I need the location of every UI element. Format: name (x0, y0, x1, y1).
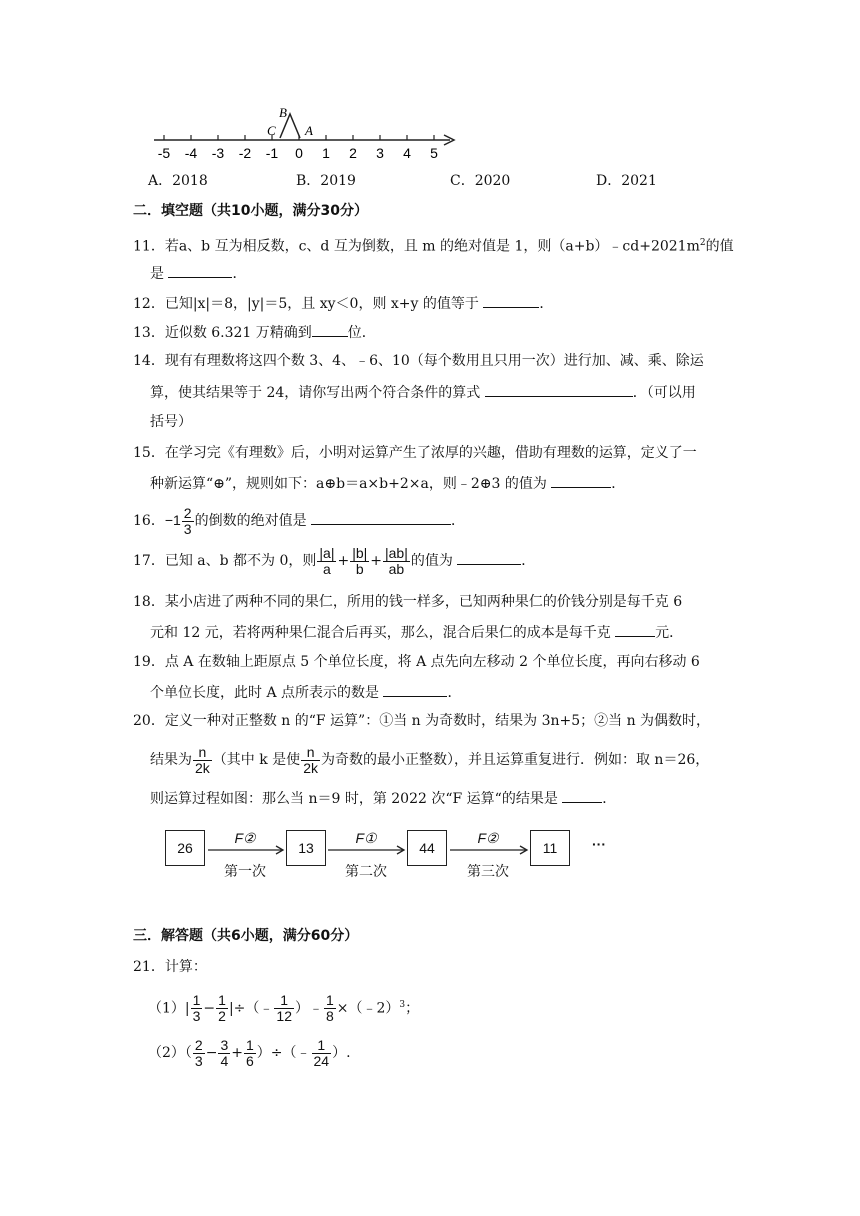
section3-title: 三．解答题（共6小题，满分60分） (133, 928, 359, 944)
q21-p2-f2-num: 3 (220, 1036, 229, 1053)
number-line-tick-label: 1 (322, 145, 330, 161)
q21-p1-f4-den: 8 (325, 1008, 334, 1025)
q20-text-d: ． (602, 791, 617, 807)
number-line-tick-label: -3 (211, 145, 225, 161)
flow-box-2: 13 (286, 830, 326, 866)
number-line-tick-label: -5 (157, 145, 171, 161)
number-line-tick-label: 3 (376, 145, 384, 161)
q16-den: 3 (183, 520, 192, 537)
point-label-a: A (305, 123, 313, 138)
number-line-tick-label: 0 (295, 145, 303, 161)
q20-line1: 20．定义一种对正整数 n 的“F 运算”：①当 n 为奇数时，结果为 3n+5；②当 n 为偶数时， (133, 713, 711, 729)
q21-p1-f3-num: 1 (274, 993, 294, 1009)
q17-f1-num: |a| (319, 544, 335, 561)
flow-op-2: F① (355, 830, 377, 846)
q21-p1-minus: − (203, 1000, 216, 1017)
q21-p1-e: ； (405, 1000, 420, 1017)
q21-p2-f1-num: 2 (194, 1036, 203, 1053)
q13-text-a: 13．近似数 6.321 万精确到 (133, 325, 312, 341)
q21-p2-f2-den: 4 (220, 1052, 229, 1069)
q21-p1-frac-2 (216, 993, 228, 1024)
q20-text-b1: 结果为 (150, 752, 192, 768)
q21-p2-frac-4 (312, 1038, 332, 1069)
section2-title: 二．填空题（共10小题，满分30分） (133, 203, 368, 219)
flow-box-4: 11 (530, 830, 570, 866)
q17-f2-num: |b| (352, 544, 368, 561)
flow-ellipsis: ··· (592, 836, 606, 852)
q14-text-c: ．（可以用 (632, 385, 696, 401)
q21-p2-f4-den: 24 (313, 1052, 330, 1069)
q21-p2-b: ）÷（﹣ (256, 1045, 311, 1061)
q15-text-c: ． (611, 476, 626, 492)
q21-p1-f2-num: 1 (218, 992, 226, 1009)
q16-text-b: 的倒数的绝对值是 (194, 513, 312, 529)
q21-p1-a: （1）| (148, 1000, 190, 1017)
number-line-tick-label: -2 (238, 145, 252, 161)
q11-text-d: 是 (150, 266, 169, 282)
q21-p1-d: ×（﹣2） (336, 1000, 400, 1017)
q18-text-c: 元． (655, 625, 684, 641)
number-line-tick-label: 4 (403, 145, 411, 161)
q21-p2-plus: + (231, 1045, 243, 1061)
q20-text-c: 则运算过程如图：那么当 n＝9 时，第 2022 次“F 运算“的结果是 (150, 791, 563, 807)
q18-line1: 18．某小店进了两种不同的果仁，所用的钱一样多，已知两种果仁的价钱分别是每千克 6 (133, 594, 683, 610)
q19-text-b: 个单位长度，此时 A 点所表示的数是 (150, 685, 384, 701)
flow-box-1: 26 (165, 830, 205, 866)
flow-op-1: F② (234, 830, 256, 846)
q21-p2-f1-den: 3 (194, 1052, 203, 1069)
q16-text-a: 16． (133, 513, 165, 529)
number-line-tick-label: -1 (265, 145, 279, 161)
q21-p2-frac-3 (244, 1038, 256, 1069)
q10-option-d[interactable]: D．2021 (596, 173, 657, 189)
q19-text-c: ． (447, 685, 462, 701)
q14-text-b: 算，使其结果等于 24，请你写出两个符合条件的算式 (150, 385, 485, 401)
q16-prefix: −1 (164, 512, 181, 528)
q14-line3: 括号） (150, 414, 192, 430)
flow-op-3: F② (477, 830, 499, 846)
q21-p1-sup: 3 (399, 1000, 406, 1010)
q13-text-b: 位． (347, 325, 376, 341)
q21-title: 21．计算： (133, 959, 207, 975)
q16-text-c: ． (451, 513, 466, 529)
q19-line1: 19．点 A 在数轴上距原点 5 个单位长度，将 A 点先向左移动 2 个单位长度，再向右移动 6 (133, 654, 700, 670)
q21-p2-c: ）. (332, 1045, 351, 1061)
q21-p1-b: |÷（﹣ (228, 1000, 274, 1017)
q20-text-b3: 为奇数的最小正整数），并且运算重复进行．例如：取 n＝26， (320, 752, 710, 768)
flow-box-3: 44 (407, 830, 447, 866)
q12-end: ． (539, 296, 554, 312)
flow-step-1: 第一次 (224, 863, 266, 879)
q20-f1-num: n (193, 745, 212, 761)
q17-text-c: ． (521, 553, 536, 569)
q21-p1-f3-den: 12 (276, 1008, 292, 1025)
q17-plus-1: + (337, 553, 350, 569)
q11-text-e: ． (232, 266, 247, 282)
q21-p1-f2-den: 2 (218, 1008, 226, 1025)
q20-f2-den: 2k (303, 759, 318, 776)
number-line-tick-label: 5 (430, 145, 438, 161)
q11-text-c: 的值 (705, 238, 734, 255)
q17-f3-num: |ab| (384, 544, 408, 561)
q21-p2-a: （2）（ (148, 1045, 192, 1061)
q17-plus-2: + (370, 553, 382, 569)
q18-text-b: 元和 12 元，若将两种果仁混合后再买，那么，混合后果仁的成本是每千克 (150, 625, 616, 641)
q21-p1-f1-den: 3 (192, 1008, 201, 1025)
q12-text: 12．已知|x|＝8，|y|＝5，且 xy＜0，则 x+y 的值等于 (133, 296, 484, 312)
q17-text-a: 17．已知 a、b 都不为 0，则 (133, 553, 317, 569)
q21-p2-f3-den: 6 (245, 1052, 254, 1069)
flow-step-2: 第二次 (345, 863, 387, 879)
q21-part2 (148, 1035, 351, 1071)
q15-text-b: 种新运算“⊕”，规则如下：a⊕b＝a×b+2×a，则﹣2⊕3 的值为 (150, 476, 552, 492)
q11-sup: 2 (699, 238, 706, 248)
flow-step-3: 第三次 (467, 863, 509, 879)
q17-f2-den: b (355, 560, 364, 577)
q21-p1-c: ）﹣ (294, 1000, 323, 1017)
q10-option-c[interactable]: C．2020 (450, 173, 511, 189)
number-line-tick-label: 2 (349, 145, 357, 161)
q17-f3-den: ab (388, 560, 405, 577)
q21-p1-f4-num: 1 (325, 992, 334, 1009)
q15-line1: 15．在学习完《有理数》后，小明对运算产生了浓厚的兴趣，借助有理数的运算，定义了一 (133, 445, 697, 461)
q11-text-b: a、b 互为相反数，c、d 互为倒数，且 m 的绝对值是 1，则（a+b）﹣cd+2021m (178, 238, 700, 255)
q21-p1-frac-1 (191, 993, 203, 1024)
q21-p2-frac-2 (218, 1038, 230, 1069)
q21-p2-f4-num: 1 (312, 1038, 332, 1054)
q21-p1-f1-num: 1 (192, 992, 201, 1009)
point-label-b: B (279, 105, 287, 120)
point-label-c: C (267, 123, 276, 138)
q10-option-a[interactable]: A．2018 (148, 173, 208, 189)
q21-p2-minus: − (205, 1045, 218, 1061)
q17-text-b: 的值为 (410, 553, 458, 569)
q11-text-a: 11．若 (133, 238, 179, 255)
q20-f2-num: n (301, 745, 320, 761)
q20-text-b2: （其中 k 是使 (212, 752, 301, 768)
q16-num: 2 (183, 504, 192, 521)
q10-option-b[interactable]: B．2019 (296, 173, 356, 189)
q20-f1-den: 2k (195, 759, 210, 776)
q21-part1 (148, 987, 419, 1027)
q21-p1-frac-4 (324, 993, 336, 1024)
q21-p1-frac-3 (274, 993, 294, 1024)
q21-p2-f3-num: 1 (245, 1036, 254, 1053)
number-line-tick-label: -4 (184, 145, 198, 161)
q21-p2-frac-1 (193, 1038, 205, 1069)
q14-line1: 14．现有有理数将这四个数 3、4、﹣6、10（每个数用且只用一次）进行加、减、乘、除运 (133, 353, 704, 369)
q17-f1-den: a (323, 560, 331, 577)
